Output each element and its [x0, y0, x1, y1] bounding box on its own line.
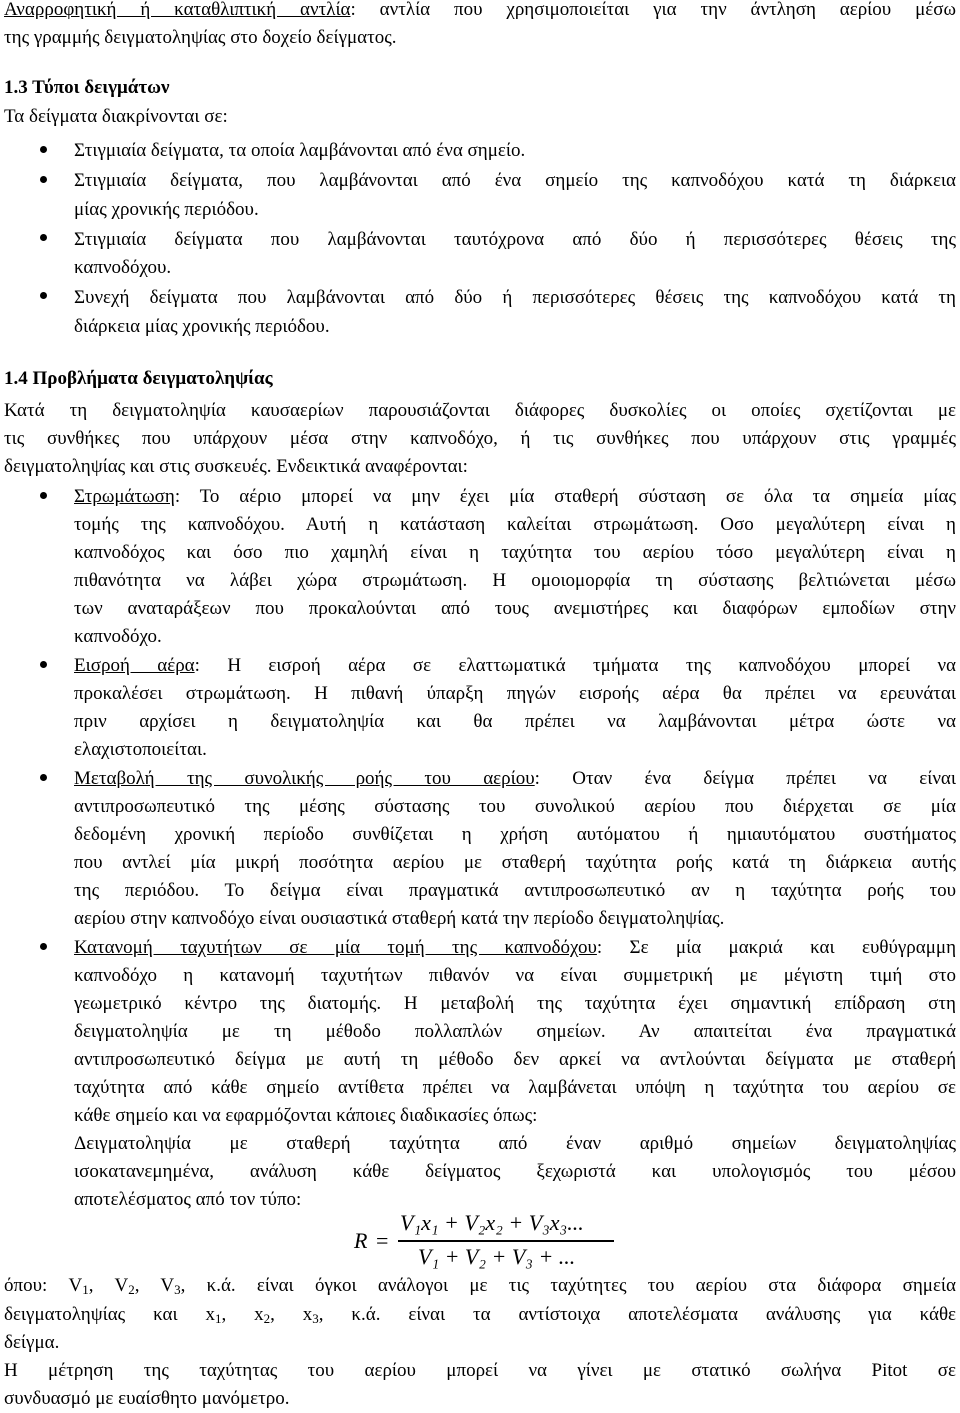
bullet-icon	[40, 234, 47, 241]
intro-line-2: της γραμμής δειγματοληψίας στο δοχείο δείγματος.	[4, 27, 397, 48]
section-heading-1-3: 1.3 Τύποι δειγμάτων	[4, 77, 170, 98]
term-velocity-distribution: Κατανομή ταχυτήτων σε μία τομή της καπνοδόχου	[74, 937, 597, 958]
list-item-cont: καπνοδόχος και όσο πιο χαμηλή είναι η ταχύτητα του αερίου τόσο μεγαλύτερη είναι η	[74, 542, 956, 563]
closing-line-1: Η μέτρηση της ταχύτητας του αερίου μπορεί να γίνει με στατικό σωλήνα Pitot σε	[4, 1360, 956, 1381]
bullet-icon	[40, 943, 47, 950]
section-1-3-lead: Τα δείγματα διακρίνονται σε:	[4, 106, 228, 127]
list-item-cont: αερίου στην καπνοδόχο είναι ουσιαστικά σταθερή κατά την περίοδο δειγματοληψίας.	[74, 908, 725, 929]
list-item: Στιγμιαία δείγματα, τα οποία λαμβάνονται από ένα σημείο.	[74, 140, 526, 161]
formula-denominator: V₁ + V₂ + V₃ + ...	[418, 1244, 576, 1269]
formula-numerator: V₁x₁ + V₂x₂ + V₃x₃...	[400, 1210, 584, 1235]
term-air-inflow: Εισροή αέρα	[74, 655, 195, 676]
list-item-cont: πριν αρχίσει η δειγματοληψία και θα πρέπει να λαμβάνονται μέτρα ώστε να	[74, 711, 956, 732]
list-item-cont: διάρκεια μίας χρονικής περιόδου.	[74, 316, 330, 337]
bullet-icon	[40, 146, 47, 153]
list-item-cont: δεδομένη χρονική περίοδο συνθίζεται η χρήση αυτόματου ή ημιαυτόματου συστήματος	[74, 824, 956, 845]
bullet-icon	[40, 661, 47, 668]
intro-term: Αναρροφητική ή καταθλιπτική αντλία	[4, 0, 351, 20]
list-item-cont: ελαχιστοποιείται.	[74, 739, 207, 760]
intro-line-1: Αναρροφητική ή καταθλιπτική αντλία: αντλία που χρησιμοποιείται για την άντληση αερίου μέσω	[4, 0, 956, 20]
section-heading-1-4: 1.4 Προβλήματα δειγματοληψίας	[4, 368, 273, 389]
list-item-cont: αντιπροσωπευτικό της μέσης σύστασης του συνολικού αερίου που διέρχεται σε μία	[74, 796, 956, 817]
list-item-cont: ισοκατανεμημένα, ανάλυση κάθε δείγματος ξεχωριστά και υπολογισμός του μέσου	[74, 1161, 956, 1182]
list-item-cont: που αντλεί μία μικρή ποσότητα αερίου με σταθερή ταχύτητα ροής κατά τη διάρκεια αυτής	[74, 852, 956, 873]
where-line-1: όπου: $V_1$, $V_2$, $V_3$, κ.ά. είναι όγκοι ανάλογοι με τις ταχύτητες του αερίου στα διάφορα σημεία	[4, 1275, 956, 1297]
closing-line-2: συνδυασμό με ευαίσθητο μανόμετρο.	[4, 1388, 290, 1409]
where-line-2: δειγματοληψίας και $x_1$, $x_2$, $x_3$, κ.ά. είναι τα αντίστοιχα αποτελέσματα ανάλυσης για κάθε	[4, 1304, 957, 1326]
list-item-cont: της περιόδου. Το δείγμα είναι πραγματικά αντιπροσωπευτικό αν η ταχύτητα ροής του	[74, 880, 956, 901]
paragraph-line: δειγματοληψίας και στις συσκευές. Ενδεικτικά αναφέρονται:	[4, 456, 468, 477]
list-item-cont: γεωμετρικό κέντρο της διατομής. Η μεταβολή της ταχύτητα έχει σημαντική επίδραση στη	[74, 993, 956, 1014]
list-item-cont: αντιπροσωπευτικό δείγμα με αυτή τη μέθοδο δεν αρκεί να αντλούνται δείγματα με σταθερή	[74, 1049, 956, 1070]
list-item-cont: μίας χρονικής περιόδου.	[74, 199, 259, 220]
list-item: Κατανομή ταχυτήτων σε μία τομή της καπνοδόχου: Σε μία μακριά και ευθύγραμμη	[74, 937, 956, 958]
list-item-cont: καπνοδόχο η κατανομή ταχυτήτων πιθανόν να είναι συμμετρική με μέγιστη τιμή στο	[74, 965, 956, 986]
bullet-icon	[40, 492, 47, 499]
list-item-cont: των αναταράξεων που προκαλούνται από τους ανεμιστήρες και διαφόρων εμποδίων στην	[74, 598, 956, 619]
list-item: Εισροή αέρα: Η εισροή αέρα σε ελαττωματικά τμήματα της καπνοδόχου μπορεί να	[74, 655, 956, 676]
list-item-cont: προκαλέσει στρωμάτωση. Η πιθανή ύπαρξη πηγών εισροής αέρα θα πρέπει να ερευνάται	[74, 683, 956, 704]
list-item-cont: τομής της καπνοδόχου. Αυτή η κατάσταση καλείται στρωμάτωση. Οσο μεγαλύτερη είναι η	[74, 514, 956, 535]
bullet-icon	[40, 292, 47, 299]
list-item-cont: Δειγματοληψία με σταθερή ταχύτητα από έναν αριθμό σημείων δειγματοληψίας	[74, 1133, 956, 1154]
term-stratification: Στρωμάτωση	[74, 486, 175, 507]
list-item-cont: δειγματοληψία με τη μέθοδο πολλαπλών σημείων. Αν απαιτείται ένα πραγματικά	[74, 1021, 956, 1042]
list-item-cont: καπνοδόχο.	[74, 626, 162, 647]
list-item: Στρωμάτωση: Το αέριο μπορεί να μην έχει μία σταθερή σύσταση σε όλα τα σημεία μίας	[74, 486, 956, 507]
list-item-cont: ταχύτητα από κάθε σημείο αντίθετα πρέπει να λαμβάνεται υπόψη η ταχύτητα του αερίου σε	[74, 1077, 956, 1098]
list-item-cont: κάθε σημείο και να εφαρμόζονται κάποιες διαδικασίες όπως:	[74, 1105, 538, 1126]
bullet-icon	[40, 774, 47, 781]
paragraph-line: τις συνθήκες που υπάρχουν μέσα στην καπνοδόχο, ή τις συνθήκες που υπάρχουν στις γραμμές	[4, 428, 956, 449]
formula-lhs: R	[354, 1228, 368, 1253]
list-item-cont: αποτελέσματος από τον τύπο:	[74, 1189, 302, 1210]
list-item-cont: καπνοδόχου.	[74, 257, 172, 278]
list-item: Στιγμιαία δείγματα, που λαμβάνονται από ένα σημείο της καπνοδόχου κατά τη διάρκεια	[74, 170, 956, 191]
term-flow-variation: Μεταβολή της συνολικής ροής του αερίου	[74, 768, 535, 789]
formula-equals: =	[376, 1228, 389, 1253]
list-item-cont: πιθανότητα να λάβει χώρα στρωμάτωση. Η ομοιομορφία τη σύστασης βελτιώνεται μέσω	[74, 570, 956, 591]
list-item: Στιγμιαία δείγματα που λαμβάνονται ταυτόχρονα από δύο ή περισσότερες θέσεις της	[74, 229, 956, 250]
list-item: Συνεχή δείγματα που λαμβάνονται από δύο ή περισσότερες θέσεις της καπνοδόχου κατά τη	[74, 287, 956, 308]
where-line-3: δείγμα.	[4, 1332, 60, 1353]
list-item: Μεταβολή της συνολικής ροής του αερίου: Οταν ένα δείγμα πρέπει να είναι	[74, 768, 956, 789]
fraction-bar	[398, 1240, 614, 1242]
bullet-icon	[40, 176, 47, 183]
paragraph-line: Κατά τη δειγματοληψία καυσαερίων παρουσιάζονται διάφορες δυσκολίες οι οποίες σχετίζονται με	[4, 400, 956, 421]
